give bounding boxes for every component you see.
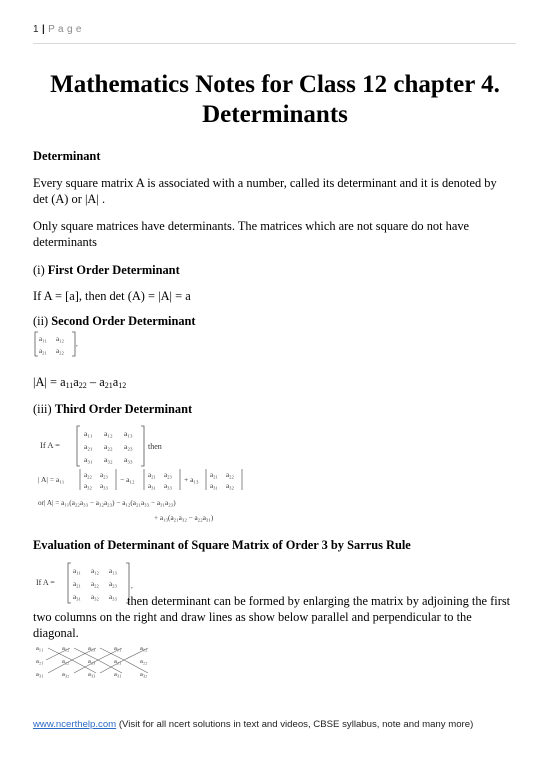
svg-text:a₂₁: a₂₁ (36, 658, 44, 665)
svg-text:a₃₃: a₃₃ (109, 593, 117, 601)
svg-text:a₃₁: a₃₁ (84, 455, 93, 464)
svg-text:or| A| = a₁₁(a₂₂a₃₃ − a₃₂a₂₃): or| A| = a₁₁(a₂₂a₃₃ − a₃₂a₂₃) − a₁₂(a₂₁a₃₃ − a₃₁a₂₃) (38, 499, 176, 507)
svg-text:a₁₂: a₁₂ (104, 429, 113, 438)
page-label: P a g e (48, 24, 82, 35)
ncerthelp-link[interactable]: www.ncerthelp.com (33, 719, 117, 730)
svg-text:a₂₂: a₂₂ (62, 658, 70, 665)
square-matrix-note: Only square matrices have determinants. The matrices which are not square do not have determinants (33, 219, 470, 249)
svg-text:a₃₃: a₃₃ (164, 482, 172, 490)
svg-text:a₃₂: a₃₂ (84, 482, 92, 490)
second-order-heading: (ii) Second Order Determinant (33, 314, 196, 328)
svg-text:a₁₁: a₁₁ (39, 335, 47, 343)
first-order-heading: (i) First Order Determinant (33, 263, 180, 277)
sarrus-diagram (34, 642, 184, 680)
footer-note: (Visit for all ncert solutions in text and videos, CBSE syllabus, note and many more) (116, 719, 474, 730)
svg-text:,: , (131, 582, 133, 590)
svg-text:a₂₁: a₂₁ (148, 471, 156, 479)
third-order-heading: (iii) Third Order Determinant (33, 402, 193, 416)
sarrus-heading: Evaluation of Determinant of Square Matrix of Order 3 by Sarrus Rule (33, 538, 411, 552)
svg-text:a₃₂: a₃₂ (140, 671, 148, 678)
svg-text:If A =: If A = (40, 440, 60, 450)
determinant-heading: Determinant (33, 149, 101, 163)
determinant-definition: Every square matrix A is associated with a number, called its determinant and it is denoted by det (A) or |A| . (33, 176, 497, 206)
svg-text:a₃₂: a₃₂ (226, 482, 234, 490)
svg-text:a₂₃: a₂₃ (88, 658, 96, 665)
svg-text:a₃₁: a₃₁ (114, 671, 122, 678)
page-footer (33, 719, 523, 730)
title-line-2: Determinants (202, 101, 348, 128)
second-order-matrix (34, 330, 80, 358)
svg-text:+ a₁₃: + a₁₃ (184, 475, 199, 484)
svg-text:a₁₃: a₁₃ (124, 429, 133, 438)
svg-text:a₂₂: a₂₂ (84, 471, 92, 479)
title-line-1: Mathematics Notes for Class 12 chapter 4. (50, 71, 500, 98)
svg-text:a₁₃: a₁₃ (109, 567, 117, 575)
svg-text:a₂₃: a₂₃ (164, 471, 172, 479)
svg-text:a₃₃: a₃₃ (100, 482, 108, 490)
svg-text:a₁₂: a₁₂ (91, 567, 99, 575)
svg-text:a₂₁: a₂₁ (210, 471, 218, 479)
svg-text:If A =: If A = (36, 578, 55, 587)
svg-text:a₂₂: a₂₂ (140, 658, 148, 665)
third-order-expansion (34, 422, 284, 526)
svg-text:− a₁₂: − a₁₂ (120, 475, 135, 484)
svg-text:| A| = a₁₁: | A| = a₁₁ (38, 475, 65, 484)
svg-text:a₁₂: a₁₂ (62, 645, 70, 652)
svg-text:,: , (76, 340, 78, 348)
page-separator: | (38, 24, 49, 35)
svg-text:a₂₂: a₂₂ (226, 471, 234, 479)
svg-text:then: then (148, 442, 162, 451)
svg-text:a₂₁: a₂₁ (73, 580, 81, 588)
svg-text:a₃₁: a₃₁ (73, 593, 81, 601)
svg-text:a₃₂: a₃₂ (91, 593, 99, 601)
header-rule (33, 43, 516, 44)
svg-text:a₂₁: a₂₁ (39, 347, 47, 355)
svg-text:a₁₁: a₁₁ (36, 645, 44, 652)
second-order-formula: $|A| = a_{11}a_{22} - a_{21}a_{12}$ (33, 375, 127, 390)
svg-text:a₃₂: a₃₂ (62, 671, 70, 678)
svg-text:a₂₃: a₂₃ (100, 471, 108, 479)
svg-text:a₃₂: a₃₂ (104, 455, 113, 464)
page-title (30, 70, 520, 130)
svg-text:+ a₁₃(a₂₁a₃₂ − a₂₂a₃₁): + a₁₃(a₂₁a₃₂ − a₂₂a₃₁) (154, 514, 214, 522)
page-number: 1 (33, 24, 39, 35)
svg-text:a₂₂: a₂₂ (56, 347, 64, 355)
svg-text:a₂₃: a₂₃ (124, 442, 133, 451)
svg-text:a₁₂: a₁₂ (140, 645, 148, 652)
svg-text:a₂₁: a₂₁ (84, 442, 93, 451)
svg-text:a₃₁: a₃₁ (210, 482, 218, 490)
sarrus-description: then determinant can be formed by enlarging the matrix by adjoining the first two columns on the right and draw lines as show below parallel and perpendicular to the diagonal. (33, 594, 511, 640)
svg-text:a₃₁: a₃₁ (36, 671, 44, 678)
svg-text:a₃₃: a₃₃ (124, 455, 133, 464)
svg-text:a₂₃: a₂₃ (109, 580, 117, 588)
svg-text:a₁₃: a₁₃ (88, 645, 96, 652)
svg-text:a₂₂: a₂₂ (104, 442, 113, 451)
svg-text:a₃₃: a₃₃ (88, 671, 96, 678)
first-order-formula: If A = [a], then det (A) = |A| = a (33, 289, 191, 303)
svg-text:a₂₂: a₂₂ (91, 580, 99, 588)
svg-text:a₁₂: a₁₂ (56, 335, 64, 343)
svg-text:a₁₁: a₁₁ (73, 567, 81, 575)
svg-text:a₁₁: a₁₁ (114, 645, 122, 652)
svg-text:a₁₁: a₁₁ (84, 429, 93, 438)
page-header (33, 24, 82, 35)
svg-text:a₃₁: a₃₁ (148, 482, 156, 490)
svg-text:a₂₁: a₂₁ (114, 658, 122, 665)
